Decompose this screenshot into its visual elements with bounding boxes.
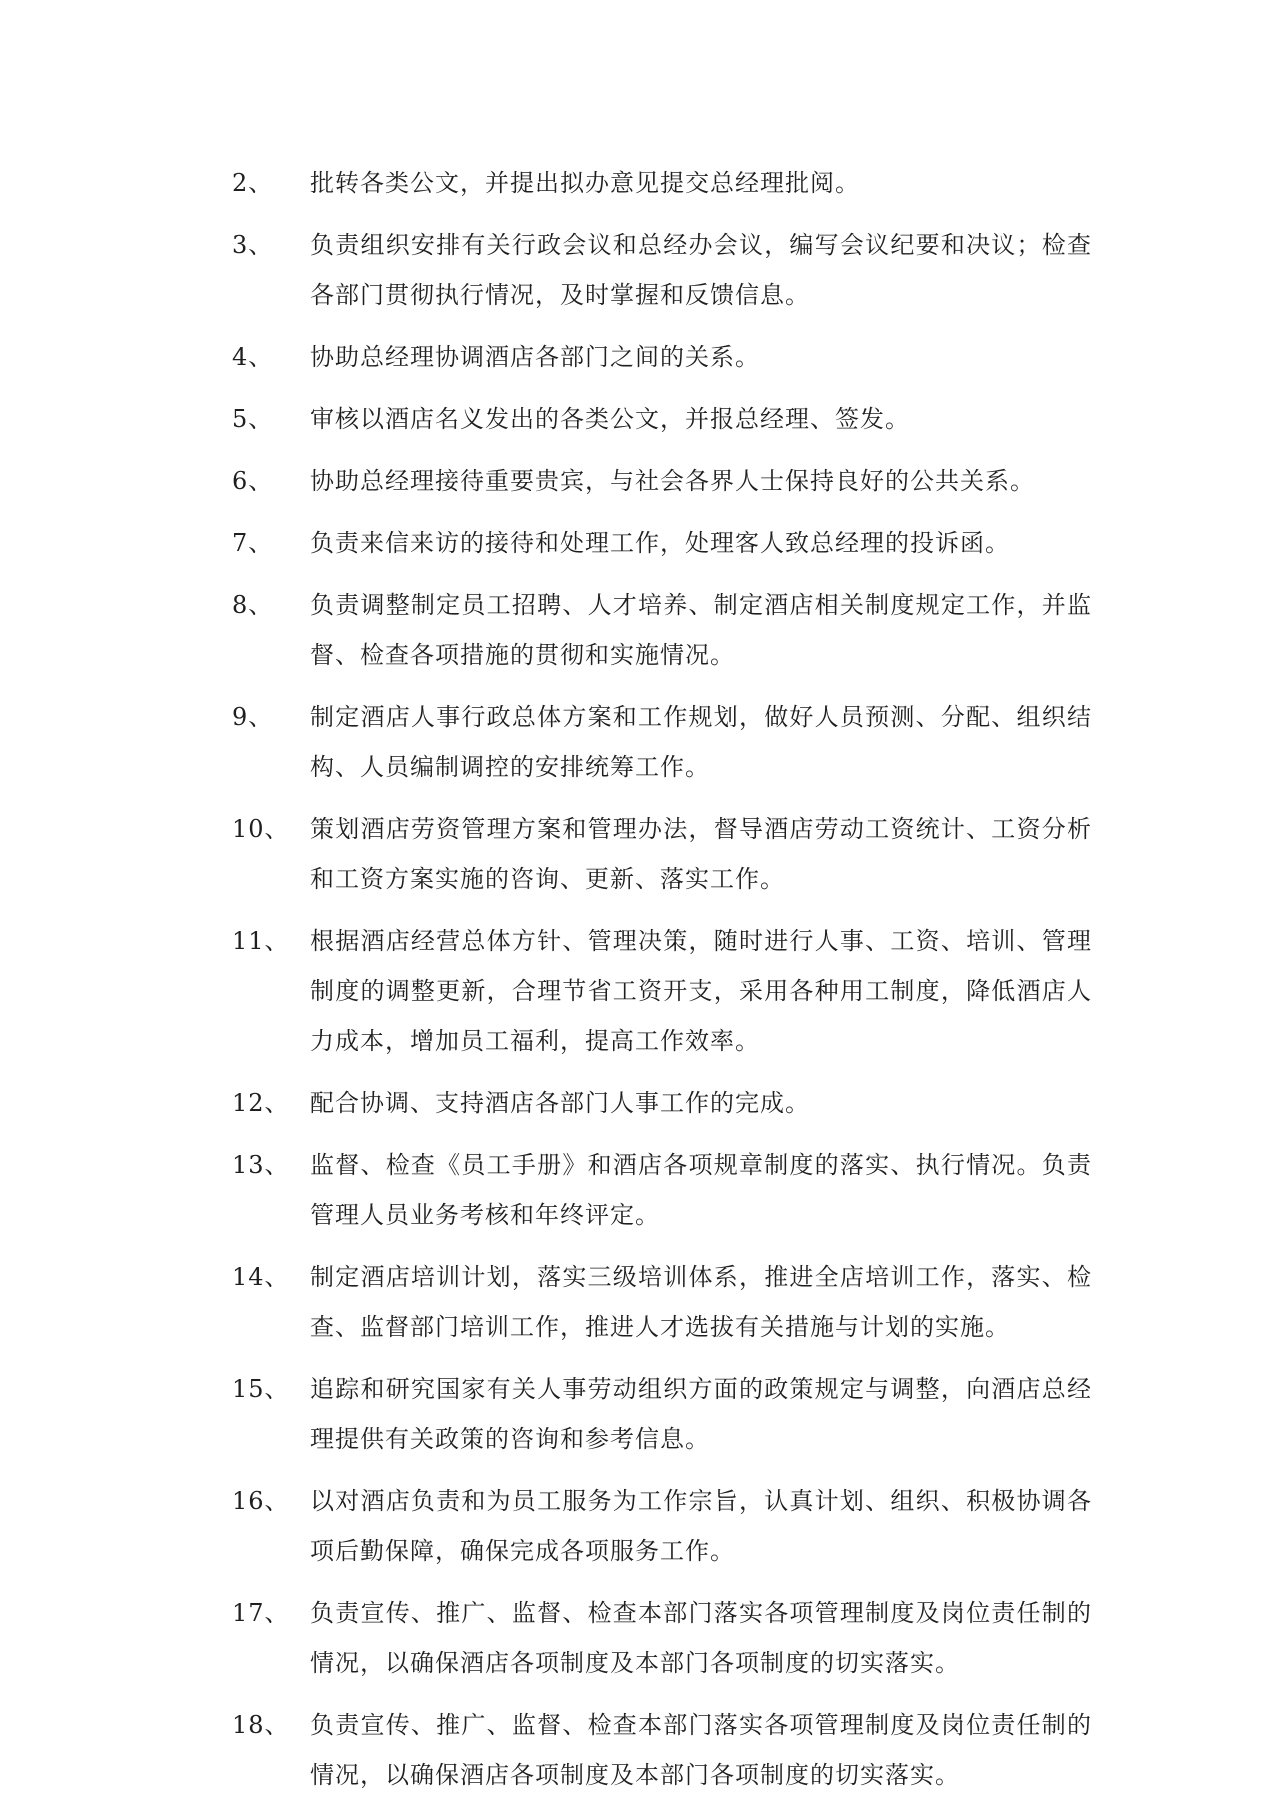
item-text: 协助总经理协调酒店各部门之间的关系。 bbox=[310, 343, 760, 371]
item-text: 负责组织安排有关行政会议和总经办会议，编写会议纪要和决议；检查各部门贯彻执行情况，及时掌握和反馈信息。 bbox=[310, 231, 1092, 309]
list-item bbox=[232, 518, 1092, 568]
item-text: 根据酒店经营总体方针、管理决策，随时进行人事、工资、培训、管理制度的调整更新，合理节省工资开支，采用各种用工制度，降低酒店人力成本，增加员工福利，提高工作效率。 bbox=[310, 927, 1092, 1055]
item-number: 8、 bbox=[232, 591, 274, 619]
list-item bbox=[232, 580, 1092, 680]
item-number: 14、 bbox=[232, 1263, 290, 1291]
list-item bbox=[232, 1700, 1092, 1800]
item-number: 13、 bbox=[232, 1151, 290, 1179]
item-number: 6、 bbox=[232, 467, 274, 495]
item-text: 负责宣传、推广、监督、检查本部门落实各项管理制度及岗位责任制的情况，以确保酒店各项制度及本部门各项制度的切实落实。 bbox=[310, 1599, 1092, 1677]
item-number: 5、 bbox=[232, 405, 274, 433]
list-item bbox=[232, 1140, 1092, 1240]
item-text: 监督、检查《员工手册》和酒店各项规章制度的落实、执行情况。负责管理人员业务考核和年终评定。 bbox=[310, 1151, 1092, 1229]
item-number: 16、 bbox=[232, 1487, 290, 1515]
list-item bbox=[232, 1078, 1092, 1128]
item-text: 负责调整制定员工招聘、人才培养、制定酒店相关制度规定工作，并监督、检查各项措施的贯彻和实施情况。 bbox=[310, 591, 1092, 669]
item-text: 审核以酒店名义发出的各类公文，并报总经理、签发。 bbox=[310, 405, 910, 433]
list-item bbox=[232, 456, 1092, 506]
item-number: 17、 bbox=[232, 1599, 290, 1627]
item-text: 批转各类公文，并提出拟办意见提交总经理批阅。 bbox=[310, 169, 860, 197]
item-text: 配合协调、支持酒店各部门人事工作的完成。 bbox=[310, 1089, 810, 1117]
list-item bbox=[232, 692, 1092, 792]
item-number: 9、 bbox=[232, 703, 274, 731]
item-number: 11、 bbox=[232, 927, 290, 955]
item-text: 负责来信来访的接待和处理工作，处理客人致总经理的投诉函。 bbox=[310, 529, 1010, 557]
list-item bbox=[232, 1588, 1092, 1688]
item-number: 12、 bbox=[232, 1089, 290, 1117]
item-number: 3、 bbox=[232, 231, 274, 259]
item-number: 18、 bbox=[232, 1711, 290, 1739]
list-item bbox=[232, 394, 1092, 444]
list-item bbox=[232, 1252, 1092, 1352]
item-text: 策划酒店劳资管理方案和管理办法，督导酒店劳动工资统计、工资分析和工资方案实施的咨询、更新、落实工作。 bbox=[310, 815, 1092, 893]
item-text: 追踪和研究国家有关人事劳动组织方面的政策规定与调整，向酒店总经理提供有关政策的咨询和参考信息。 bbox=[310, 1375, 1092, 1453]
item-text: 协助总经理接待重要贵宾，与社会各界人士保持良好的公共关系。 bbox=[310, 467, 1035, 495]
list-item bbox=[232, 1364, 1092, 1464]
list-item bbox=[232, 1476, 1092, 1576]
item-text: 以对酒店负责和为员工服务为工作宗旨，认真计划、组织、积极协调各项后勤保障，确保完成各项服务工作。 bbox=[310, 1487, 1092, 1565]
item-number: 2、 bbox=[232, 169, 274, 197]
list-item bbox=[232, 916, 1092, 1066]
list-item bbox=[232, 158, 1092, 208]
duty-list bbox=[232, 158, 1092, 1812]
item-text: 制定酒店培训计划，落实三级培训体系，推进全店培训工作，落实、检查、监督部门培训工作，推进人才选拔有关措施与计划的实施。 bbox=[310, 1263, 1092, 1341]
item-number: 10、 bbox=[232, 815, 290, 843]
list-item bbox=[232, 804, 1092, 904]
list-item bbox=[232, 332, 1092, 382]
item-number: 4、 bbox=[232, 343, 274, 371]
item-number: 15、 bbox=[232, 1375, 290, 1403]
item-text: 负责宣传、推广、监督、检查本部门落实各项管理制度及岗位责任制的情况，以确保酒店各项制度及本部门各项制度的切实落实。 bbox=[310, 1711, 1092, 1789]
item-text: 制定酒店人事行政总体方案和工作规划，做好人员预测、分配、组织结构、人员编制调控的安排统筹工作。 bbox=[310, 703, 1092, 781]
list-item bbox=[232, 220, 1092, 320]
item-number: 7、 bbox=[232, 529, 274, 557]
